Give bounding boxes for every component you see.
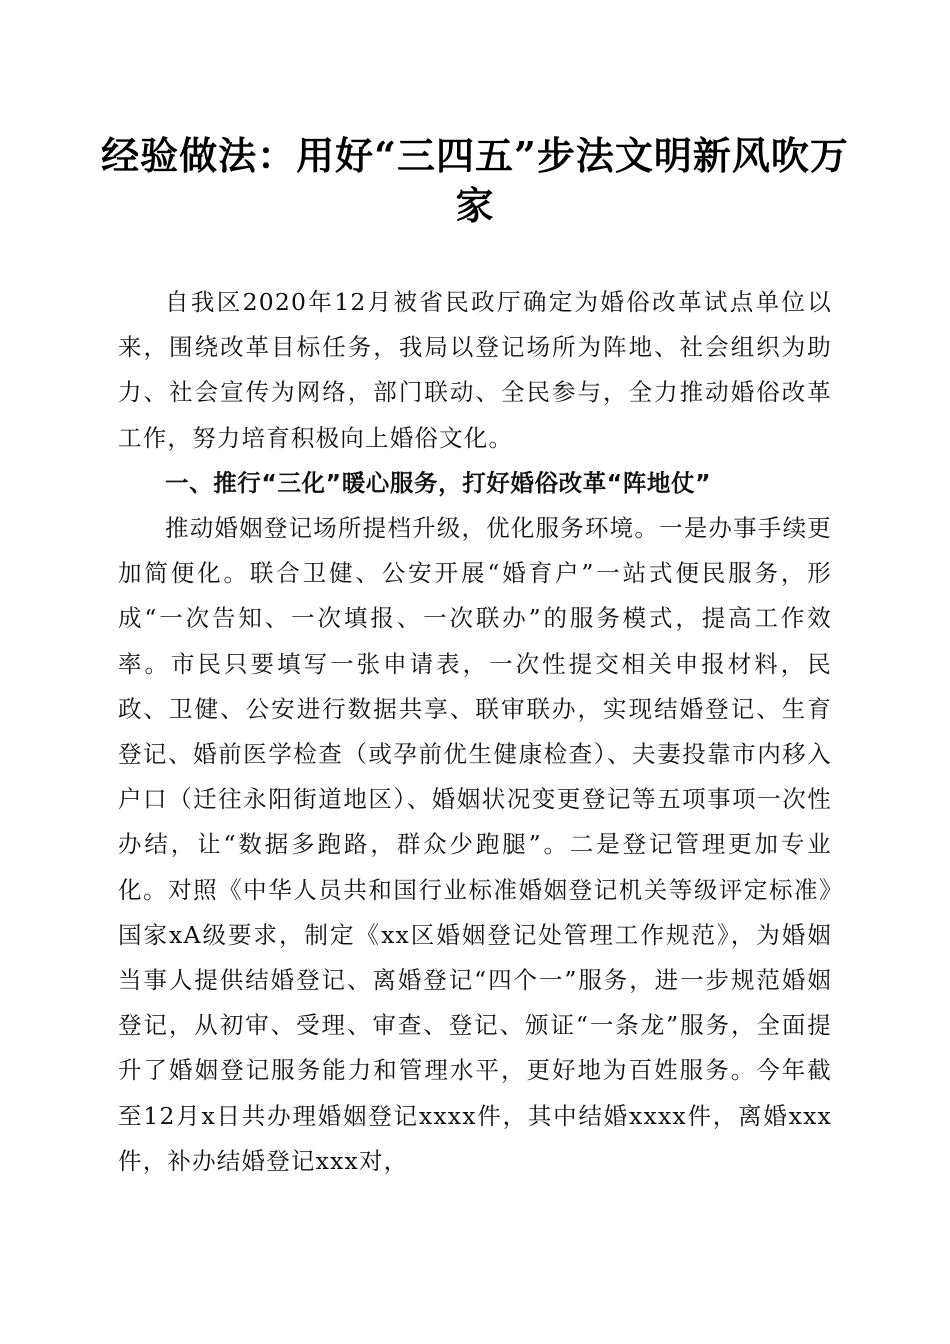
section-1-paragraph: 推动婚姻登记场所提档升级，优化服务环境。一是办事手续更加简便化。联合卫健、公安开展“婚育户”一站式便民服务，形成“一次告知、一次填报、一次联办”的服务模式，提高工作效率。市民只要填写一张申请表，一次性提交相关申报材料，民政、卫健、公安进行数据共享、联审联办，实现结婚登记、生育登记、婚前医学检查（或孕前优生健康检查）、夫妻投靠市内移入户口（迁往永阳街道地区）、婚姻状况变更登记等五项事项一次性办结，让“数据多跑路，群众少跑腿”。二是登记管理更加专业化。对照《中华人员共和国行业标准婚姻登记机关等级评定标准》国家xA级要求，制定《xx区婚姻登记处管理工作规范》，为婚姻当事人提供结婚登记、离婚登记“四个一”服务，进一步规范婚姻登记，从初审、受理、审查、登记、颁证“一条龙”服务，全面提升了婚姻登记服务能力和管理水平，更好地为百姓服务。今年截至12月x日共办理婚姻登记xxxx件，其中结婚xxxx件，离婚xxx件，补办结婚登记xxx对， — [118, 514, 832, 1175]
section-1-heading: 一、推行“三化”暖心服务，打好婚俗改革“阵地仗” — [165, 468, 712, 497]
document-title: 经验做法：用好“三四五”步法文明新风吹万家 — [101, 133, 849, 228]
intro-paragraph: 自我区2020年12月被省民政厅确定为婚俗改革试点单位以来，围绕改革目标任务，我局以登记场所为阵地、社会组织为助力、社会宣传为网络，部门联动、全民参与，全力推动婚俗改革工作，努力培育积极向上婚俗文化。 — [118, 288, 832, 452]
document-body — [118, 280, 832, 1184]
